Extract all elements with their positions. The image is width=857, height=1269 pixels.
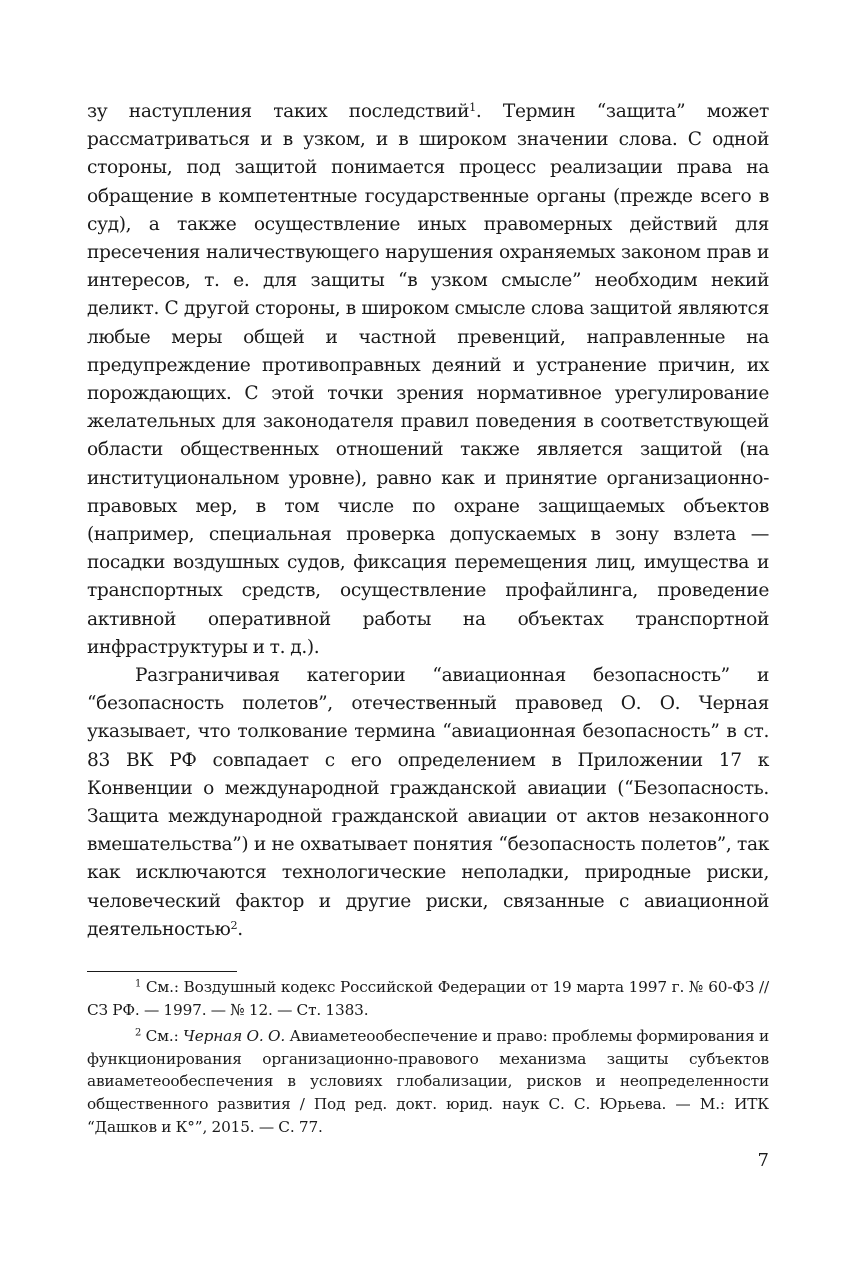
footnote-divider [87, 971, 237, 972]
paragraph-2-text-start: Разграничивая категории “авиационная безопасность” и “безопасность полетов”, отечественный правовед О. О. Черная указывает, что толкование термина “авиационная безопасность” в ст. 83 ВК РФ совпадает с его определением в Приложении 17 к Конвенции о международной гражданской авиации (“Безопасность. Защита международной гражданской авиации от актов незаконного вмешательства”) и не охватывает понятия “безопасность полетов”, так как исключаются технологические неполадки, природные риски, человеческий фактор и другие риски, связанные с авиационной деятельностью [87, 665, 769, 940]
footnote-1-number: 1 [135, 978, 142, 990]
page-number: 7 [757, 1150, 769, 1171]
footnote-2-author: Черная О. О. [183, 1027, 286, 1046]
footnote-1 [87, 976, 769, 1021]
footnote-1-text: См.: Воздушный кодекс Российской Федерации от 19 марта 1997 г. № 60-ФЗ // СЗ РФ. — 1997. — № 12. — Ст. 1383. [87, 978, 769, 1019]
paragraph-2 [87, 662, 769, 944]
footnote-2-text-end: Авиаметеообеспечение и право: проблемы формирования и функционирования организационно-правового механизма защиты субъектов авиаметеообеспечения в условиях глобализации, рисков и неопределенности общественного развития / Под ред. докт. юрид. наук С. С. Юрьева. — М.: ИТК “Дашков и К°”, 2015. — С. 77. [87, 1027, 769, 1136]
footnote-2-text-start: См.: [145, 1027, 184, 1046]
paragraph-2-text-end: . [237, 918, 243, 940]
paragraph-1-text-end: . Термин “защита” может рассматриваться и в узком, и в широком значении слова. С одной стороны, под защитой понимается процесс реализации права на обращение в компетентные государственные органы (прежде всего в суд), а также осуществление иных правомерных действий для пресечения наличествующего нарушения охраняемых законом прав и интересов, т. е. для защиты “в узком смысле” необходим некий деликт. С другой стороны, в широком смысле слова защитой являются любые меры общей и частной превенций, направленные на предупреждение противоправных деяний и устранение причин, их порождающих. С этой точки зрения нормативное урегулирование желательных для законодателя правил поведения в соответствующей области общественных отношений также является защитой (на институциональном уровне), равно как и принятие организационно-правовых мер, в том числе по охране защищаемых объектов (например, специальная проверка допускаемых в зону взлета — посадки воздушных судов, фиксация перемещения лиц, имущества и транспортных средств, осуществление профайлинга, проведение активной оперативной работы на объектах транспортной инфраструктуры и т. д.). [87, 101, 769, 658]
paragraph-1 [87, 98, 769, 662]
footnotes [87, 976, 769, 1138]
footnote-2-number: 2 [135, 1027, 142, 1039]
paragraph-1-text-start: зу наступления таких последствий [87, 101, 470, 122]
footnote-ref-1[interactable]: 1 [469, 100, 476, 114]
body-text [87, 98, 769, 944]
footnote-2 [87, 1025, 769, 1138]
page-content [87, 98, 769, 1142]
footnote-ref-2[interactable]: 2 [230, 918, 238, 932]
